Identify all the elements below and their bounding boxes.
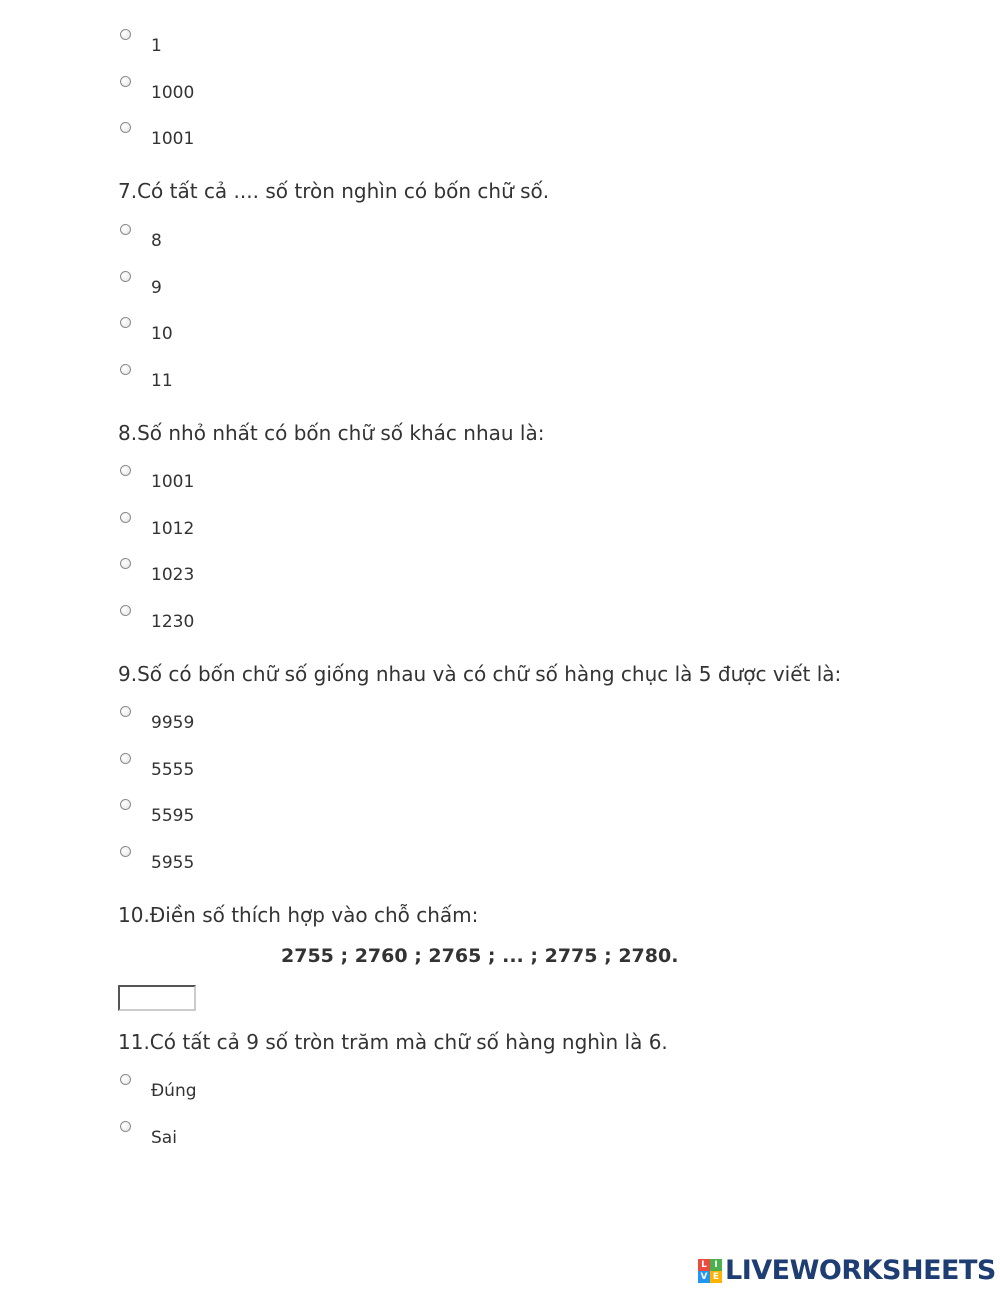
logo-block: I [710, 1259, 722, 1271]
q9-option-1[interactable] [118, 706, 418, 736]
logo-blocks-icon [698, 1259, 722, 1283]
q8-option-4[interactable] [118, 605, 418, 635]
radio-button[interactable] [120, 1121, 131, 1132]
liveworksheets-logo [698, 1256, 996, 1286]
question-10-text: 10.Điền số thích hợp vào chỗ chấm: [118, 903, 479, 927]
logo-block: V [698, 1271, 710, 1283]
option-label: Đúng [151, 1081, 197, 1101]
radio-button[interactable] [120, 76, 131, 87]
option-label: Sai [151, 1128, 177, 1148]
option-label: 1012 [151, 519, 195, 539]
q8-option-3[interactable] [118, 558, 418, 588]
radio-button[interactable] [120, 465, 131, 476]
q11-option-2[interactable] [118, 1121, 418, 1151]
q8-option-2[interactable] [118, 512, 418, 542]
option-label: 10 [151, 324, 173, 344]
q7-option-1[interactable] [118, 224, 418, 254]
radio-button[interactable] [120, 799, 131, 810]
option-label: 1001 [151, 472, 195, 492]
logo-block: E [710, 1271, 722, 1283]
q7-option-3[interactable] [118, 317, 418, 347]
radio-button[interactable] [120, 605, 131, 616]
q9-option-4[interactable] [118, 846, 418, 876]
q11-option-1[interactable] [118, 1074, 418, 1104]
option-label: 5955 [151, 853, 195, 873]
option-label: 11 [151, 371, 173, 391]
radio-button[interactable] [120, 512, 131, 523]
logo-block: L [698, 1259, 710, 1271]
option-label: 1001 [151, 129, 195, 149]
answer-input[interactable] [118, 985, 196, 1011]
option-label: 5555 [151, 760, 195, 780]
q7-option-4[interactable] [118, 364, 418, 394]
radio-button[interactable] [120, 271, 131, 282]
option-label: 1000 [151, 83, 195, 103]
option-label: 9 [151, 278, 162, 298]
q9-option-3[interactable] [118, 799, 418, 829]
radio-button[interactable] [120, 558, 131, 569]
option-label: 5595 [151, 806, 195, 826]
radio-button[interactable] [120, 29, 131, 40]
question-8-text: 8.Số nhỏ nhất có bốn chữ số khác nhau là: [118, 421, 545, 445]
radio-button[interactable] [120, 706, 131, 717]
question-7-text: 7.Có tất cả .... số tròn nghìn có bốn chữ số. [118, 179, 550, 203]
radio-button[interactable] [120, 317, 131, 328]
radio-button[interactable] [120, 1074, 131, 1085]
option-label: 1023 [151, 565, 195, 585]
radio-button[interactable] [120, 364, 131, 375]
radio-button[interactable] [120, 122, 131, 133]
q6-option-1[interactable] [118, 29, 418, 59]
question-9-text: 9.Số có bốn chữ số giống nhau và có chữ số hàng chục là 5 được viết là: [118, 662, 842, 686]
option-label: 1230 [151, 612, 195, 632]
q9-option-2[interactable] [118, 753, 418, 783]
q7-option-2[interactable] [118, 271, 418, 301]
q6-option-3[interactable] [118, 122, 418, 152]
q6-option-2[interactable] [118, 76, 418, 106]
q8-option-1[interactable] [118, 465, 418, 495]
number-sequence: 2755 ; 2760 ; 2765 ; ... ; 2775 ; 2780. [281, 945, 679, 967]
option-label: 9959 [151, 713, 195, 733]
question-11-text: 11.Có tất cả 9 số tròn trăm mà chữ số hàng nghìn là 6. [118, 1030, 668, 1054]
radio-button[interactable] [120, 846, 131, 857]
option-label: 1 [151, 36, 162, 56]
option-label: 8 [151, 231, 162, 251]
logo-text: LIVEWORKSHEETS [725, 1255, 996, 1286]
radio-button[interactable] [120, 753, 131, 764]
radio-button[interactable] [120, 224, 131, 235]
